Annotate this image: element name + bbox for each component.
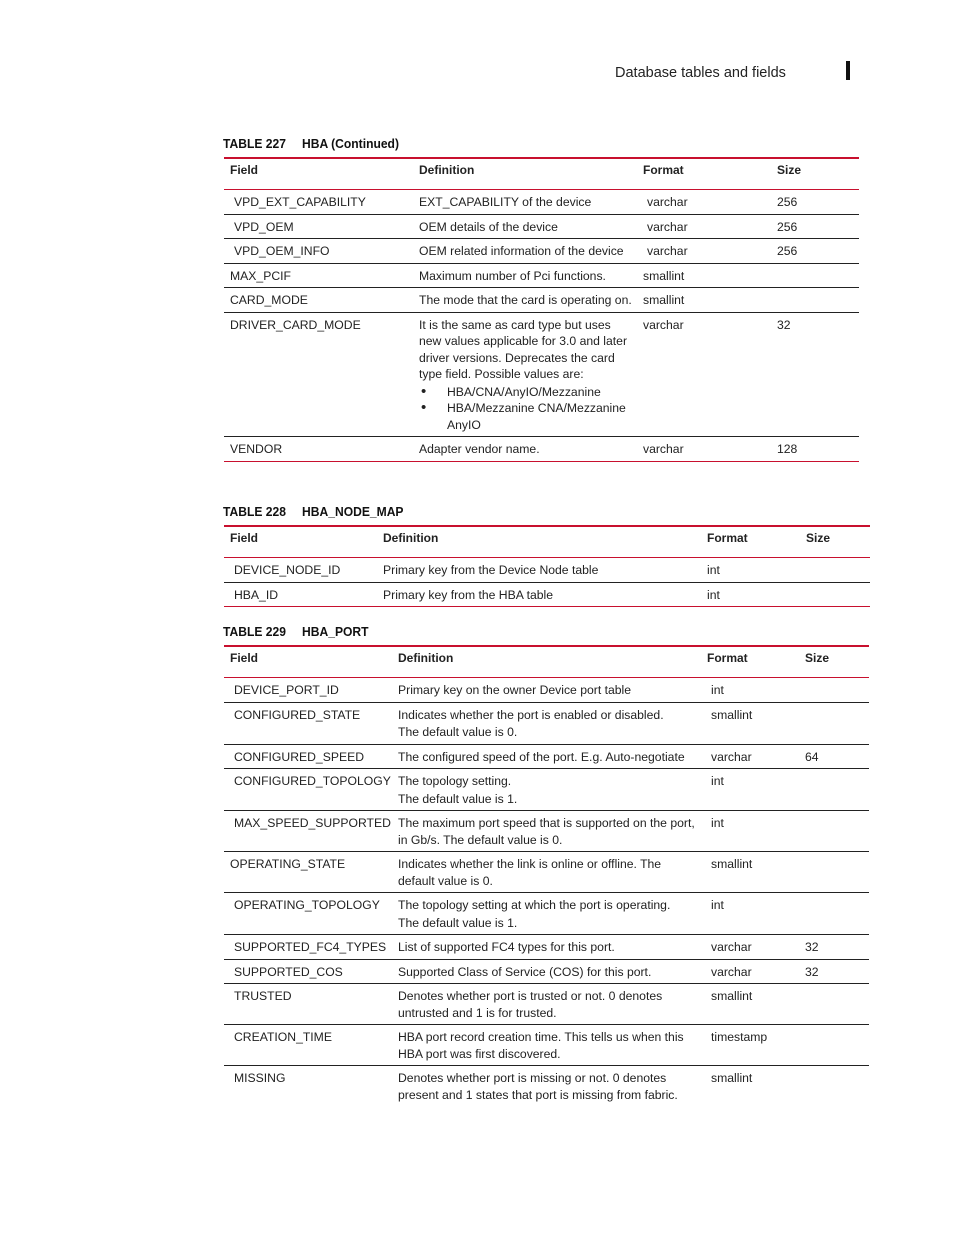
table-row (224, 744, 869, 769)
size-cell (799, 852, 869, 893)
format-cell: varchar (701, 744, 799, 769)
definition-cell: Denotes whether port is trusted or not. 0 denotes untrusted and 1 is for trusted. (392, 984, 701, 1025)
table-row (224, 811, 869, 852)
format-cell: varchar (637, 214, 771, 239)
definition-cell: Primary key from the Device Node table (377, 558, 701, 583)
table-row (224, 984, 869, 1025)
definition-cell: The maximum port speed that is supported on the port, in Gb/s. The default value is 0. (392, 811, 701, 852)
table-row (224, 852, 869, 893)
size-cell (799, 769, 869, 811)
format-cell: varchar (637, 312, 771, 437)
definition-cell: Primary key on the owner Device port table (392, 678, 701, 703)
table-row (224, 582, 870, 607)
size-cell (771, 288, 859, 313)
table-227-caption (223, 136, 399, 151)
header-bar (846, 61, 850, 80)
format-cell: varchar (637, 190, 771, 215)
table-row (224, 959, 869, 984)
format-cell: smallint (637, 263, 771, 288)
field-cell: SUPPORTED_COS (224, 959, 392, 984)
size-cell: 256 (771, 214, 859, 239)
definition-cell: HBA port record creation time. This tells us when this HBA port was first discovered. (392, 1025, 701, 1066)
column-header: Size (800, 526, 870, 558)
size-cell (799, 1066, 869, 1107)
size-cell (799, 1025, 869, 1066)
format-cell: smallint (711, 1071, 753, 1085)
field-cell: MAX_PCIF (224, 263, 413, 288)
table-title: HBA (Continued) (302, 136, 399, 151)
field-cell: CREATION_TIME (224, 1025, 392, 1066)
format-cell: int (701, 558, 800, 583)
column-header: Size (799, 646, 869, 678)
size-cell (771, 263, 859, 288)
field-cell: MISSING (234, 1071, 286, 1085)
definition-text: Indicates whether the port is enabled or disabled. (398, 707, 664, 722)
table-number: TABLE 227 (223, 136, 286, 151)
column-header: Format (637, 158, 771, 190)
field-cell: SUPPORTED_FC4_TYPES (224, 935, 392, 960)
definition-cell (392, 702, 701, 744)
field-cell: VPD_EXT_CAPABILITY (224, 190, 413, 215)
size-cell (800, 558, 870, 583)
table-row (224, 769, 869, 811)
column-header: Size (771, 158, 859, 190)
definition-text: It is the same as card type but uses new values applicable for 3.0 and later driver versions. Deprecates the card type field. Possible values are: (419, 317, 627, 381)
size-cell: 128 (771, 437, 859, 462)
table-row (224, 1025, 869, 1066)
table-title: HBA_NODE_MAP (302, 504, 404, 519)
definition-cell: Denotes whether port is missing or not. 0 denotes present and 1 states that port is missing from fabric. (398, 1071, 678, 1102)
format-cell: smallint (701, 702, 799, 744)
format-cell: int (701, 769, 799, 811)
table-row (224, 288, 859, 313)
field-cell: DEVICE_NODE_ID (224, 558, 377, 583)
size-cell: 32 (799, 959, 869, 984)
column-header: Definition (413, 158, 637, 190)
format-cell: varchar (701, 959, 799, 984)
format-cell: int (701, 893, 799, 935)
table-row (224, 935, 869, 960)
table-row (224, 437, 859, 462)
definition-cell (392, 893, 701, 935)
table-227 (224, 157, 859, 462)
table-229-caption (223, 624, 369, 639)
definition-cell: Indicates whether the link is online or offline. The default value is 0. (392, 852, 701, 893)
field-cell: HBA_ID (224, 582, 377, 607)
table-title: HBA_PORT (302, 624, 369, 639)
size-cell: 32 (771, 312, 859, 437)
column-header: Definition (377, 526, 701, 558)
format-cell: timestamp (701, 1025, 799, 1066)
definition-cell (413, 312, 637, 437)
table-228-caption (223, 504, 403, 519)
size-cell (799, 678, 869, 703)
definition-cell: Primary key from the HBA table (377, 582, 701, 607)
table-row (224, 893, 869, 935)
format-cell: varchar (637, 437, 771, 462)
size-cell: 256 (771, 190, 859, 215)
table-229 (224, 645, 869, 1106)
format-cell: int (701, 811, 799, 852)
field-cell: DRIVER_CARD_MODE (224, 312, 413, 437)
table-row (224, 263, 859, 288)
size-cell (800, 582, 870, 607)
definition-default: The default value is 1. (398, 915, 518, 930)
table-number: TABLE 228 (223, 504, 286, 519)
field-cell: CONFIGURED_SPEED (224, 744, 392, 769)
table-row (224, 214, 859, 239)
format-cell: smallint (701, 852, 799, 893)
table-number: TABLE 229 (223, 624, 286, 639)
field-cell: CONFIGURED_STATE (224, 702, 392, 744)
definition-cell: Maximum number of Pci functions. (413, 263, 637, 288)
table-row (224, 190, 859, 215)
definition-cell (392, 769, 701, 811)
table-row (224, 312, 859, 437)
field-cell: VPD_OEM_INFO (224, 239, 413, 264)
definition-text: The topology setting. (398, 774, 512, 788)
table-row (224, 1066, 869, 1107)
table-row (224, 558, 870, 583)
running-header-title: Database tables and fields (615, 65, 786, 81)
definition-cell: The configured speed of the port. E.g. Auto-negotiate (392, 744, 701, 769)
definition-default: The default value is 0. (398, 725, 518, 739)
field-cell: CARD_MODE (224, 288, 413, 313)
field-cell: MAX_SPEED_SUPPORTED (224, 811, 392, 852)
field-cell: DEVICE_PORT_ID (224, 678, 392, 703)
column-header: Field (224, 158, 413, 190)
column-header: Format (701, 646, 799, 678)
definition-cell: Adapter vendor name. (413, 437, 637, 462)
table-228 (224, 525, 870, 607)
size-cell (799, 893, 869, 935)
definition-cell: OEM related information of the device (413, 239, 637, 264)
definition-cell: OEM details of the device (413, 214, 637, 239)
format-cell: int (701, 582, 800, 607)
field-cell: CONFIGURED_TOPOLOGY (224, 769, 392, 811)
bullet-list (419, 384, 632, 434)
size-cell (799, 702, 869, 744)
size-cell (799, 811, 869, 852)
size-cell: 64 (799, 744, 869, 769)
format-cell: smallint (701, 984, 799, 1025)
field-cell: VPD_OEM (224, 214, 413, 239)
format-cell: varchar (701, 935, 799, 960)
column-header: Field (224, 646, 392, 678)
size-cell: 256 (771, 239, 859, 264)
field-cell: OPERATING_STATE (224, 852, 392, 893)
definition-text: The topology setting at which the port is operating. (398, 898, 671, 912)
field-cell: OPERATING_TOPOLOGY (224, 893, 392, 935)
format-cell: int (701, 678, 799, 703)
bullet-item: • HBA/CNA/AnyIO/Mezzanine (447, 384, 632, 401)
definition-cell: Supported Class of Service (COS) for this port. (392, 959, 701, 984)
column-header: Definition (392, 646, 701, 678)
definition-cell: EXT_CAPABILITY of the device (413, 190, 637, 215)
table-row (224, 239, 859, 264)
size-cell (799, 984, 869, 1025)
field-cell: VENDOR (224, 437, 413, 462)
definition-cell: List of supported FC4 types for this port. (392, 935, 701, 960)
format-cell: smallint (637, 288, 771, 313)
field-cell: TRUSTED (224, 984, 392, 1025)
column-header: Field (224, 526, 377, 558)
table-row (224, 702, 869, 744)
column-header: Format (701, 526, 800, 558)
definition-cell: The mode that the card is operating on. (413, 288, 637, 313)
format-cell: varchar (637, 239, 771, 264)
bullet-item: • HBA/Mezzanine CNA/Mezzanine AnyIO (447, 400, 632, 433)
definition-default: The default value is 1. (398, 791, 518, 806)
table-row (224, 678, 869, 703)
size-cell: 32 (799, 935, 869, 960)
